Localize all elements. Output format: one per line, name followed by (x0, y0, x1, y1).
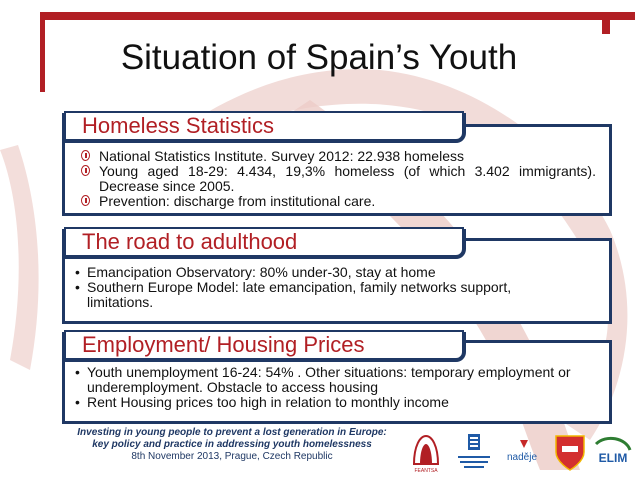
bullet-icon (81, 150, 90, 161)
list-item: • Rent Housing prices too high in relation to monthly income (75, 394, 449, 410)
salvation-army-shield-logo (552, 432, 588, 472)
footer-text (62, 427, 402, 463)
ministry-logo (454, 432, 494, 474)
nadeje-logo-text: naděje (506, 452, 538, 463)
frame-top-bar (40, 12, 635, 20)
footer-line-1: Investing in young people to prevent a lost generation in Europe: (77, 427, 387, 438)
list-item: • Emancipation Observatory: 80% under-30, stay at home (75, 264, 436, 280)
feantsa-logo-text: FEANTSA (414, 468, 438, 474)
slide-title: Situation of Spain’s Youth (120, 38, 518, 77)
list-item: Young aged 18-29: 4.434, 19,3% homeless (of which 3.402 immigrants). Decrease since 2005. (71, 164, 596, 194)
employment-housing-heading: Employment/ Housing Prices (64, 330, 464, 360)
elim-logo-text: ELIM (598, 451, 628, 465)
employment-housing-list (67, 365, 587, 410)
road-to-adulthood-list (67, 265, 567, 310)
frame-right-bar (602, 12, 610, 34)
feantsa-logo (408, 432, 444, 474)
list-item: • Southern Europe Model: late emancipation, family networks support, limitations. (75, 279, 512, 310)
footer-date: 8th November 2013, Prague, Czech Republic (131, 451, 333, 462)
nadeje-logo (500, 436, 544, 466)
homeless-statistics-list (71, 149, 596, 209)
list-item: National Statistics Institute. Survey 2012: 22.938 homeless (71, 149, 596, 164)
list-item: Prevention: discharge from institutional care. (71, 194, 596, 209)
road-to-adulthood-heading: The road to adulthood (64, 227, 464, 257)
elim-logo (592, 436, 634, 470)
bullet-icon (81, 165, 90, 176)
bullet-icon: • (75, 279, 80, 295)
bullet-icon (81, 195, 90, 206)
bullet-icon: • (75, 264, 80, 280)
homeless-statistics-heading: Homeless Statistics (64, 111, 464, 141)
bullet-icon: • (75, 364, 80, 380)
footer-line-2: key policy and practice in addressing youth homelessness (92, 439, 372, 450)
list-item: • Youth unemployment 16-24: 54% . Other situations: temporary employment or underemployment. Obstacle to access housing (75, 364, 571, 395)
bullet-icon: • (75, 394, 80, 410)
